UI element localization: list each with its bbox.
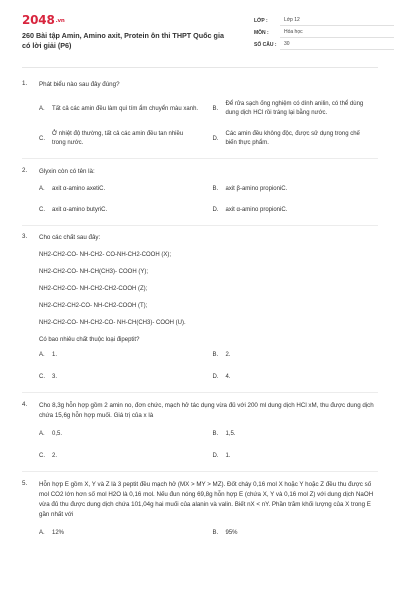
answer-option-c[interactable] — [39, 130, 205, 148]
meta-row-subject — [254, 27, 394, 39]
question-number: 4. — [22, 401, 28, 408]
option-label: A. — [39, 105, 45, 112]
answer-option-b[interactable] — [213, 100, 379, 118]
option-text: Các amin đều không độc, được sử dụng trong chế biến thực phẩm. — [225, 131, 360, 146]
answer-option-d[interactable] — [213, 206, 379, 215]
divider — [22, 158, 378, 159]
question-3 — [22, 233, 378, 382]
answer-option-d[interactable] — [213, 452, 379, 461]
question-number: 1. — [22, 80, 28, 87]
document-header — [22, 0, 378, 68]
option-text: axit β-amino propioniC. — [225, 186, 288, 192]
meta-row-count — [254, 39, 394, 51]
option-label: C. — [39, 135, 45, 142]
question-2 — [22, 167, 378, 215]
option-text: axit α-amino axetiC. — [52, 186, 106, 192]
option-text: 4. — [225, 374, 231, 380]
option-label: B. — [212, 352, 219, 358]
formula-line: NH2-CH2-CO- NH-CH2-CH2-COOH (Z); — [39, 286, 148, 292]
question-text: Cho các chất sau đây: — [39, 234, 101, 241]
option-text: axit α-amino butyriC. — [52, 207, 108, 213]
answer-options — [39, 185, 378, 215]
option-label: D. — [212, 453, 219, 459]
answer-option-c[interactable] — [39, 206, 205, 215]
answer-options — [39, 100, 378, 148]
option-text: 12% — [52, 530, 65, 536]
option-label: D. — [212, 135, 219, 142]
answer-option-b[interactable] — [213, 529, 379, 538]
answer-option-c[interactable] — [39, 452, 205, 461]
option-text: 2. — [225, 352, 231, 358]
question-number: 3. — [22, 233, 28, 240]
option-text: Để rửa sạch ống nghiệm có dính anilin, có thể dùng dung dịch HCl rồi tráng lại bằng nước. — [225, 101, 364, 116]
option-label: A. — [39, 431, 45, 437]
answer-option-d[interactable] — [213, 130, 379, 148]
meta-label: LỚP : — [254, 18, 268, 24]
meta-value: Hóa học — [280, 28, 394, 38]
divider — [22, 225, 378, 226]
answer-option-b[interactable] — [213, 185, 379, 194]
answer-option-a[interactable] — [39, 185, 205, 194]
option-label: D. — [212, 374, 219, 380]
question-number: 2. — [22, 167, 28, 174]
option-label: D. — [212, 207, 219, 213]
document-meta — [254, 15, 394, 51]
option-text: Tất cả các amin đều làm quì tím ẩm chuyển màu xanh. — [52, 105, 199, 112]
option-label: B. — [212, 186, 219, 192]
meta-label: SỐ CÂU : — [254, 42, 277, 48]
option-text: 3. — [52, 374, 58, 380]
answer-option-b[interactable] — [213, 351, 379, 360]
answer-option-a[interactable] — [39, 529, 205, 538]
meta-value: 30 — [280, 40, 394, 50]
option-label: C. — [39, 453, 45, 459]
answer-options — [39, 529, 378, 538]
answer-options — [39, 430, 378, 461]
logo-text: 2048 — [22, 13, 55, 27]
document-title: 260 Bài tập Amin, Amino axit, Protein ôn thi THPT Quốc gia có lời giải (P6) — [22, 31, 224, 50]
question-text: Phát biểu nào sau đây đúng? — [39, 81, 120, 88]
question-4 — [22, 401, 378, 461]
answer-option-a[interactable] — [39, 351, 205, 360]
answer-option-a[interactable] — [39, 100, 205, 118]
option-text: 2. — [52, 453, 58, 459]
meta-row-class — [254, 15, 394, 27]
question-number: 5. — [22, 480, 28, 487]
option-label: C. — [39, 374, 45, 380]
option-label: B. — [212, 530, 219, 536]
option-text: Ở nhiệt độ thường, tất cả các amin đều tan nhiều trong nước. — [52, 131, 184, 146]
option-label: A. — [39, 186, 45, 192]
option-text: 1,5. — [225, 431, 236, 437]
answer-option-d[interactable] — [213, 373, 379, 382]
answer-option-b[interactable] — [213, 430, 379, 439]
option-label: A. — [39, 352, 45, 358]
formula-line: NH2-CH2-CO- NH-CH2-CO- NH-CH(CH3)- COOH (U). — [39, 320, 186, 326]
answer-option-c[interactable] — [39, 373, 205, 382]
option-text: 95% — [225, 530, 238, 536]
option-label: B. — [212, 431, 219, 437]
answer-options — [39, 351, 378, 382]
answer-option-a[interactable] — [39, 430, 205, 439]
question-text: Glyxin còn có tên là: — [39, 168, 95, 175]
option-text: 0,5. — [52, 431, 63, 437]
question-1 — [22, 80, 378, 148]
option-text: 1. — [52, 352, 58, 358]
formula-line: NH2-CH2-CO- NH-CH(CH3)- COOH (Y); — [39, 269, 148, 275]
formula-line: NH2-CH2-CH2-CO- NH-CH2-COOH (T); — [39, 303, 148, 309]
formula-line: NH2-CH2-CO- NH-CH2- CO-NH-CH2-COOH (X); — [39, 252, 171, 258]
question-text: Hỗn hợp E gồm X, Y và Z là 3 peptit đều mạch hở (MX > MY > MZ). Đốt cháy 0,16 mol X hoặc Y hoặc Z đều thu được số mol CO2 lớn hơn số mol H2O là 0,16 mol. Nếu đun nóng 69,8g hỗn hợp E (chứa X, Y và 0,16 mol Z) với dung dịch NaOH vừa đủ thu được dung dịch chứa 101,04g hai muối của alanin và valin. Biết nX < nY. Phần trăm khối lượng của X trong E gần nhất với — [39, 481, 374, 518]
question-text: Cho 8,3g hỗn hợp gồm 2 amin no, đơn chức, mạch hở tác dụng vừa đủ với 200 ml dung dịch HCl xM, thu được dung dịch chứa 15,6g hỗn hợp muối. Giá trị của x là — [39, 402, 374, 419]
meta-label: MÔN : — [254, 30, 269, 36]
option-label: B. — [212, 105, 219, 112]
divider — [22, 471, 378, 472]
option-label: C. — [39, 207, 45, 213]
divider — [22, 392, 378, 393]
site-logo[interactable] — [22, 13, 65, 27]
meta-value: Lớp 12 — [280, 16, 394, 26]
option-text: 1. — [225, 453, 231, 459]
logo-suffix: .vn — [55, 18, 65, 24]
question-prompt: Có bao nhiêu chất thuộc loại đipeptit? — [39, 337, 140, 343]
option-label: A. — [39, 530, 45, 536]
question-5 — [22, 480, 378, 538]
option-text: axit α-amino propioniC. — [225, 207, 288, 213]
